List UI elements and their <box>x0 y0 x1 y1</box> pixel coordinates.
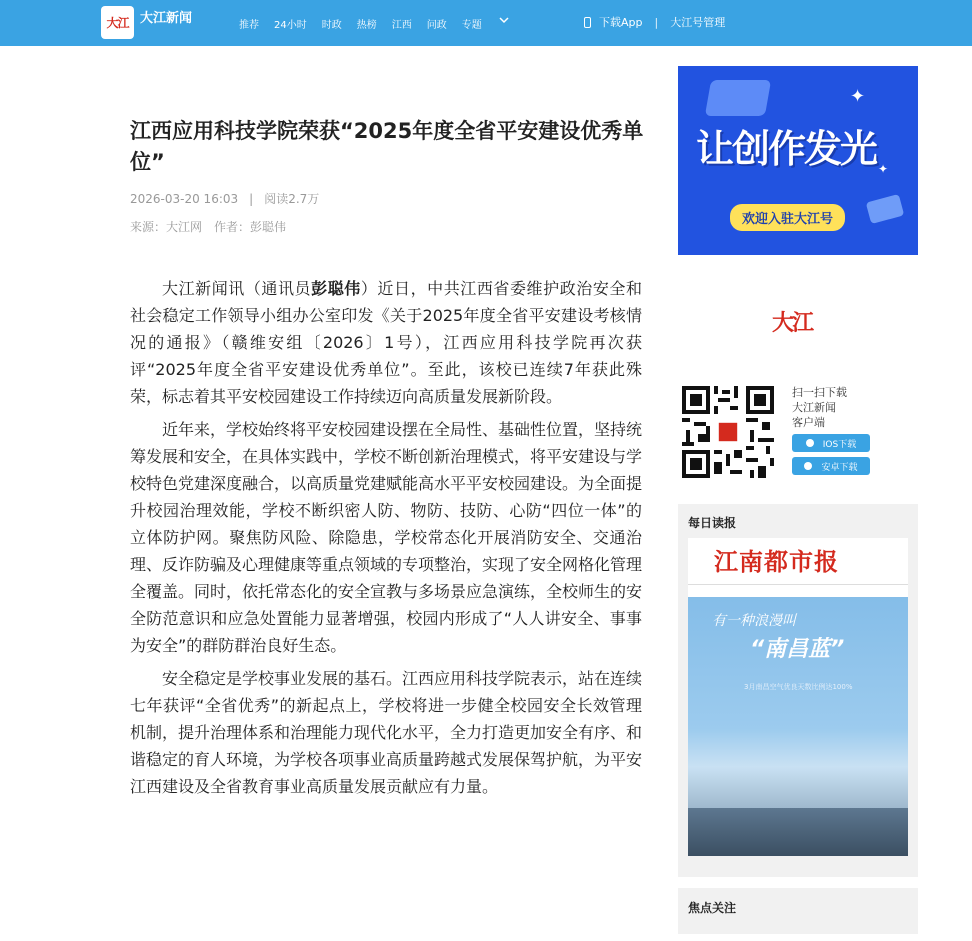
phone-icon <box>584 17 591 28</box>
ios-download-button[interactable] <box>792 434 870 452</box>
paragraph-1 <box>130 275 642 410</box>
newspaper-name: 江南都市报 <box>714 547 839 576</box>
paragraph-2: 近年来，学校始终将平安校园建设摆在全局性、基础性位置，坚持统筹发展和安全，在具体实践中，学校不断创新治理模式，将平安建设与学校特色党建深度融合，以高质量党建赋能高水平平安校园建设。为全面提升校园治理效能，学校不断织密人防、物防、技防、心防“四位一体”的立体防护网。聚焦防风险、除隐患，学校常态化开展消防安全、交通治理、反诈防骗及心理健康等重点领域的专项整治，实现了安全网格化管理全覆盖。同时，依托常态化的安全宣教与多场景应急演练，全校师生的安全防范意识和应急处置能力显著增强，校园内形成了“人人讲安全、事事为安全”的群防群治良好生态。 <box>130 420 643 655</box>
header-actions <box>584 14 725 30</box>
dajiang-logo[interactable] <box>101 6 134 39</box>
meta-separator: | <box>249 192 254 206</box>
daily-title: 每日读报 <box>688 516 737 530</box>
header-separator: | <box>654 15 659 29</box>
daily-newspaper-panel <box>678 504 918 877</box>
nav-item-recommend[interactable]: 推荐 <box>239 20 259 31</box>
nav-item-jiangxi[interactable]: 江西 <box>391 20 412 31</box>
paragraph-3: 安全稳定是学校事业发展的基石。江西应用科技学院表示，站在连续七年获评“全省优秀”的新起点上，学校将进一步健全校园安全长效管理机制，提升治理体系和治理能力现代化水平，全力打造更加安全有序、和谐稳定的育人环境，为学校各项事业高质量跨越式发展保驾护航，为平安江西建设及全省教育事业高质量发展贡献应有力量。 <box>130 669 643 796</box>
nav-item-hot[interactable]: 热榜 <box>356 20 377 31</box>
download-app-link[interactable]: 下载App <box>599 16 643 29</box>
qr-caption <box>792 385 847 430</box>
author-label: 作者：彭聪伟 <box>214 220 287 234</box>
chevron-down-icon[interactable] <box>499 16 509 31</box>
dajiang-sidebar-logo: 大江 <box>772 310 813 336</box>
article-body <box>130 275 642 806</box>
sparkle-icon: ✦ <box>878 162 889 176</box>
article-meta <box>130 190 319 207</box>
newspaper-headline-2: “南昌蓝” <box>750 637 845 662</box>
ios-download-label: IOS下载 <box>822 439 857 450</box>
nav-item-wenzheng[interactable]: 问政 <box>426 20 447 31</box>
logo-text: 大江 <box>106 16 129 30</box>
newspaper-thumbnail[interactable] <box>688 538 908 856</box>
read-count: 阅读2.7万 <box>264 192 320 206</box>
banner-title: 让创作发光 <box>696 127 877 171</box>
qr-line-2: 大江新闻 <box>792 401 836 414</box>
article-title: 江西应用科技学院荣获“2025年度全省平安建设优秀单位” <box>130 119 644 174</box>
reporter-name: 彭聪伟 <box>311 279 361 298</box>
newspaper-headline-1: 有一种浪漫叫 <box>712 613 796 629</box>
sparkle-icon: ✦ <box>850 86 866 107</box>
top-navigation-bar <box>0 0 972 46</box>
source-label: 来源：大江网 <box>130 220 203 234</box>
brand-name[interactable]: 大江新闻 <box>140 11 193 26</box>
banner-decoration <box>705 80 771 116</box>
qr-code <box>682 386 774 478</box>
android-icon <box>804 462 812 470</box>
qr-line-1: 扫一扫下载 <box>792 386 847 399</box>
focus-panel <box>678 888 918 934</box>
banner-decoration <box>866 194 905 224</box>
android-download-button[interactable] <box>792 457 870 475</box>
city-skyline-image <box>688 808 908 856</box>
newspaper-strip <box>688 584 908 597</box>
android-download-label: 安卓下载 <box>821 462 858 473</box>
newspaper-subline: 3月南昌空气优良天数比例达100% <box>744 683 853 691</box>
dajiang-manage-link[interactable]: 大江号管理 <box>670 16 726 29</box>
qr-line-3: 客户端 <box>792 416 825 429</box>
creator-banner[interactable] <box>678 66 918 255</box>
article-source <box>130 218 298 235</box>
publish-date: 2026-03-20 16:03 <box>130 192 239 206</box>
banner-cta[interactable]: 欢迎入驻大江号 <box>730 204 845 231</box>
apple-icon <box>806 439 814 447</box>
p1-text-a: 大江新闻讯（通讯员 <box>162 279 312 298</box>
nav-item-24h[interactable]: 24小时 <box>274 20 307 31</box>
nav-item-politics[interactable]: 时政 <box>321 20 342 31</box>
focus-title: 焦点关注 <box>688 901 737 915</box>
main-nav <box>239 16 524 31</box>
nav-item-topics[interactable]: 专题 <box>461 20 482 31</box>
p1-text-b: ）近日，中共江西省委维护政治安全和社会稳定工作领导小组办公室印发《关于2025年度全省平安建设考核情况的通报》（赣维安组〔2026〕1号），江西应用科技学院再次获评“2025年度全省平安建设优秀单位”。至此，该校已连续7年获此殊荣，标志着其平安校园建设工作持续迈向高质量发展新阶段。 <box>130 279 642 406</box>
